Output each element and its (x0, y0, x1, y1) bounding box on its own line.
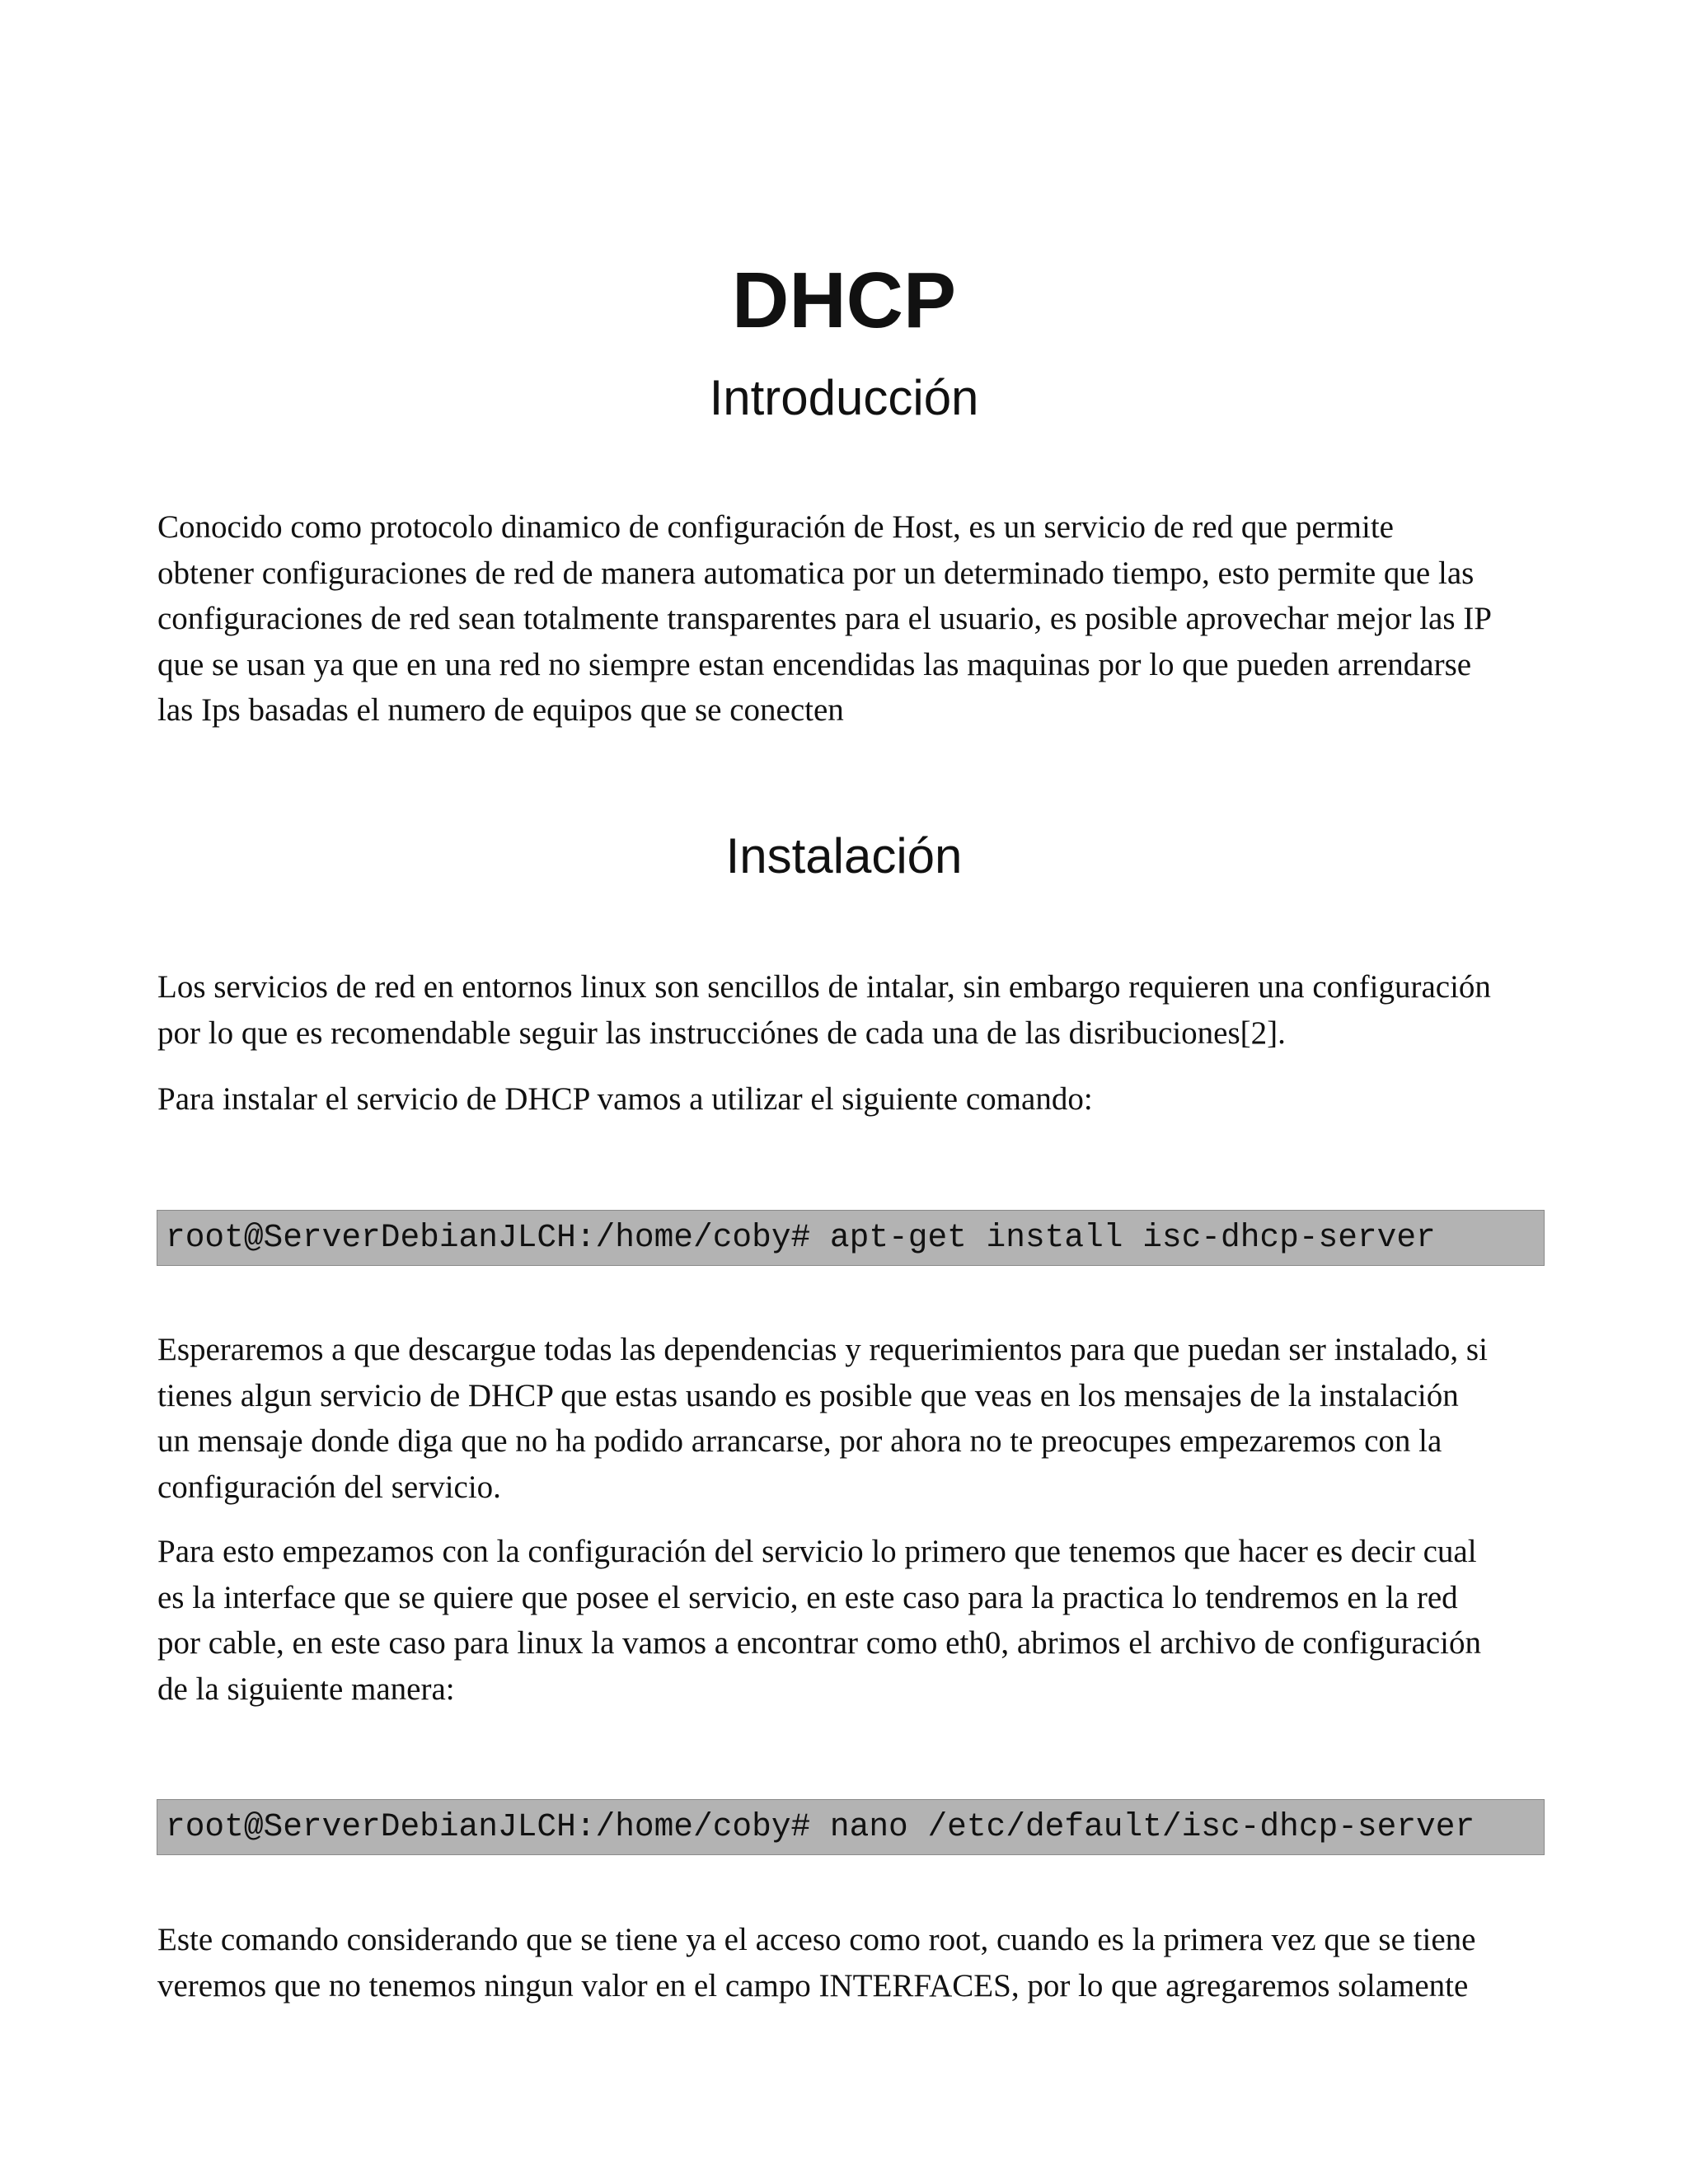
document-title: DHCP (731, 256, 956, 344)
paragraph-install-command-intro: Para instalar el servicio de DHCP vamos a utilizar el siguiente comando: (157, 1081, 1093, 1117)
paragraph-interface-config: Para esto empezamos con la configuración del servicio lo primero que tenemos que hacer es decir cual es la interface que se quiere que posee el servicio, en este caso para la practica lo tendremos en la red por cable, en este caso para linux la vamos a encontrar como eth0, abrimos el archivo de configuración de la siguiente manera: (157, 1534, 1481, 1707)
paragraph-root-access: Este comando considerando que se tiene ya el acceso como root, cuando es la primera vez que se tiene veremos que no tenemos ningun valor en el campo INTERFACES, por lo que agregaremos solamente (157, 1922, 1476, 2004)
code-block-nano: root@ServerDebianJLCH:/home/coby# nano /etc/default/isc-dhcp-server (157, 1799, 1545, 1855)
paragraph-install-overview: Los servicios de red en entornos linux son sencillos de intalar, sin embargo requieren una configuración por lo que es recomendable seguir las instrucciónes de cada una de las disribuciones[2]. (157, 969, 1491, 1051)
section-heading-introduccion: Introducción (709, 370, 979, 425)
section-heading-instalacion: Instalación (725, 828, 963, 883)
code-block-apt-get: root@ServerDebianJLCH:/home/coby# apt-get install isc-dhcp-server (157, 1210, 1545, 1266)
paragraph-wait-dependencies: Esperaremos a que descargue todas las dependencias y requerimientos para que puedan ser instalado, si tienes algun servicio de DHCP que estas usando es posible que veas en los mensajes de la instalación un mensaje donde diga que no ha podido arrancarse, por ahora no te preocupes empezaremos con la configuración del servicio. (157, 1332, 1488, 1505)
paragraph-intro: Conocido como protocolo dinamico de configuración de Host, es un servicio de red que permite obtener configuraciones de red de manera automatica por un determinado tiempo, esto permite que las configuraciones de red sean totalmente transparentes para el usuario, es posible aprovechar mejor las IP que se usan ya que en una red no siempre estan encendidas las maquinas por lo que pueden arrendarse las Ips basadas el numero de equipos que se conecten (157, 509, 1492, 728)
